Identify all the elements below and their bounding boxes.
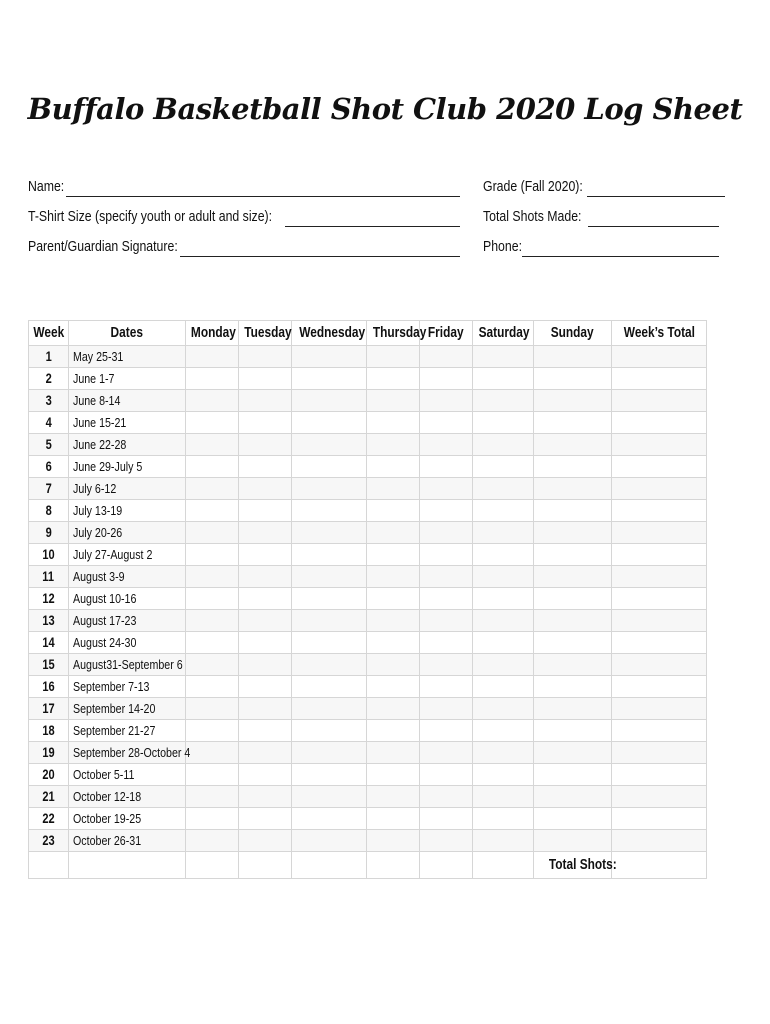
shot-entry-cell[interactable] bbox=[186, 566, 239, 588]
shot-entry-cell[interactable] bbox=[534, 434, 612, 456]
week-number: 21 bbox=[29, 786, 69, 808]
shot-entry-cell[interactable] bbox=[292, 390, 367, 412]
blank-cell bbox=[420, 852, 473, 879]
shot-entry-cell[interactable] bbox=[292, 808, 367, 830]
shot-entry-cell[interactable] bbox=[420, 434, 473, 456]
shot-entry-cell[interactable] bbox=[239, 632, 292, 654]
shot-entry-cell[interactable] bbox=[367, 808, 420, 830]
shot-entry-cell[interactable] bbox=[534, 544, 612, 566]
shot-entry-cell[interactable] bbox=[612, 698, 707, 720]
shot-entry-cell[interactable] bbox=[534, 368, 612, 390]
shot-entry-cell[interactable] bbox=[239, 346, 292, 368]
shot-entry-cell[interactable] bbox=[292, 566, 367, 588]
week-number: 6 bbox=[29, 456, 69, 478]
week-number: 8 bbox=[29, 500, 69, 522]
week-dates: October 12-18 bbox=[69, 786, 186, 808]
shot-entry-cell[interactable] bbox=[473, 412, 534, 434]
shot-entry-cell[interactable] bbox=[612, 632, 707, 654]
table-row bbox=[29, 368, 707, 390]
shot-entry-cell[interactable] bbox=[367, 698, 420, 720]
shot-entry-cell[interactable] bbox=[367, 412, 420, 434]
week-number: 22 bbox=[29, 808, 69, 830]
shot-entry-cell[interactable] bbox=[534, 786, 612, 808]
shot-entry-cell[interactable] bbox=[239, 390, 292, 412]
shot-entry-cell[interactable] bbox=[612, 390, 707, 412]
shot-entry-cell[interactable] bbox=[612, 808, 707, 830]
table-row bbox=[29, 654, 707, 676]
shot-entry-cell[interactable] bbox=[186, 742, 239, 764]
shot-entry-cell[interactable] bbox=[420, 610, 473, 632]
shot-entry-cell[interactable] bbox=[420, 412, 473, 434]
shot-entry-cell[interactable] bbox=[420, 390, 473, 412]
table-body bbox=[29, 346, 707, 879]
shot-entry-cell[interactable] bbox=[186, 654, 239, 676]
shot-entry-cell[interactable] bbox=[420, 676, 473, 698]
table-row bbox=[29, 588, 707, 610]
shot-entry-cell[interactable] bbox=[612, 346, 707, 368]
week-dates: August 17-23 bbox=[69, 610, 186, 632]
table-row bbox=[29, 478, 707, 500]
week-dates: July 20-26 bbox=[69, 522, 186, 544]
table-row bbox=[29, 830, 707, 852]
shot-entry-cell[interactable] bbox=[239, 434, 292, 456]
shot-entry-cell[interactable] bbox=[534, 764, 612, 786]
shot-entry-cell[interactable] bbox=[612, 588, 707, 610]
grade-label: Grade (Fall 2020): bbox=[483, 178, 583, 195]
week-dates: October 5-11 bbox=[69, 764, 186, 786]
shot-entry-cell[interactable] bbox=[186, 544, 239, 566]
shot-entry-cell[interactable] bbox=[420, 346, 473, 368]
shot-entry-cell[interactable] bbox=[473, 698, 534, 720]
week-dates: September 14-20 bbox=[69, 698, 186, 720]
week-dates: October 19-25 bbox=[69, 808, 186, 830]
week-number: 18 bbox=[29, 720, 69, 742]
shot-entry-cell[interactable] bbox=[367, 544, 420, 566]
shot-entry-cell[interactable] bbox=[186, 412, 239, 434]
shot-entry-cell[interactable] bbox=[612, 478, 707, 500]
table-row bbox=[29, 566, 707, 588]
shot-entry-cell[interactable] bbox=[367, 566, 420, 588]
shot-entry-cell[interactable] bbox=[612, 720, 707, 742]
shot-entry-cell[interactable] bbox=[239, 544, 292, 566]
shot-entry-cell[interactable] bbox=[367, 522, 420, 544]
shot-entry-cell[interactable] bbox=[367, 456, 420, 478]
shot-entry-cell[interactable] bbox=[292, 434, 367, 456]
shot-entry-cell[interactable] bbox=[239, 808, 292, 830]
week-dates: August 24-30 bbox=[69, 632, 186, 654]
shot-entry-cell[interactable] bbox=[473, 830, 534, 852]
shot-entry-cell[interactable] bbox=[367, 500, 420, 522]
shot-entry-cell[interactable] bbox=[367, 390, 420, 412]
shot-entry-cell[interactable] bbox=[473, 786, 534, 808]
table-row bbox=[29, 676, 707, 698]
week-dates: July 13-19 bbox=[69, 500, 186, 522]
shot-entry-cell[interactable] bbox=[292, 632, 367, 654]
week-dates: August 10-16 bbox=[69, 588, 186, 610]
table-row bbox=[29, 544, 707, 566]
shot-entry-cell[interactable] bbox=[534, 808, 612, 830]
week-number: 11 bbox=[29, 566, 69, 588]
phone-field[interactable] bbox=[522, 256, 719, 257]
shot-entry-cell[interactable] bbox=[292, 676, 367, 698]
shot-entry-cell[interactable] bbox=[239, 830, 292, 852]
shot-entry-cell[interactable] bbox=[473, 654, 534, 676]
shot-entry-cell[interactable] bbox=[534, 610, 612, 632]
shot-entry-cell[interactable] bbox=[292, 720, 367, 742]
shot-entry-cell[interactable] bbox=[420, 764, 473, 786]
shot-entry-cell[interactable] bbox=[612, 456, 707, 478]
shot-entry-cell[interactable] bbox=[612, 544, 707, 566]
shot-entry-cell[interactable] bbox=[239, 786, 292, 808]
shot-entry-cell[interactable] bbox=[612, 566, 707, 588]
week-number: 3 bbox=[29, 390, 69, 412]
week-number: 14 bbox=[29, 632, 69, 654]
shot-entry-cell[interactable] bbox=[186, 764, 239, 786]
week-number: 17 bbox=[29, 698, 69, 720]
shot-entry-cell[interactable] bbox=[534, 522, 612, 544]
shot-entry-cell[interactable] bbox=[367, 368, 420, 390]
shot-entry-cell[interactable] bbox=[292, 654, 367, 676]
week-dates: September 7-13 bbox=[69, 676, 186, 698]
shot-entry-cell[interactable] bbox=[239, 588, 292, 610]
shot-entry-cell[interactable] bbox=[534, 390, 612, 412]
shot-entry-cell[interactable] bbox=[420, 808, 473, 830]
signature-label: Parent/Guardian Signature: bbox=[28, 238, 178, 255]
shot-entry-cell[interactable] bbox=[292, 412, 367, 434]
week-number: 13 bbox=[29, 610, 69, 632]
shot-entry-cell[interactable] bbox=[186, 632, 239, 654]
shot-entry-cell[interactable] bbox=[612, 522, 707, 544]
shot-entry-cell[interactable] bbox=[534, 500, 612, 522]
week-number: 2 bbox=[29, 368, 69, 390]
shot-entry-cell[interactable] bbox=[420, 478, 473, 500]
shot-entry-cell[interactable] bbox=[186, 610, 239, 632]
shot-entry-cell[interactable] bbox=[534, 698, 612, 720]
table-row bbox=[29, 808, 707, 830]
shot-entry-cell[interactable] bbox=[186, 676, 239, 698]
week-number: 9 bbox=[29, 522, 69, 544]
shot-entry-cell[interactable] bbox=[534, 676, 612, 698]
shot-entry-cell[interactable] bbox=[473, 390, 534, 412]
shot-entry-cell[interactable] bbox=[612, 368, 707, 390]
shot-entry-cell[interactable] bbox=[612, 676, 707, 698]
week-dates: September 28-October 4 bbox=[69, 742, 186, 764]
shot-entry-cell[interactable] bbox=[420, 522, 473, 544]
shot-entry-cell[interactable] bbox=[186, 588, 239, 610]
blank-cell bbox=[473, 852, 534, 879]
week-number: 12 bbox=[29, 588, 69, 610]
week-dates: June 15-21 bbox=[69, 412, 186, 434]
phone-label: Phone: bbox=[483, 238, 522, 255]
week-dates: May 25-31 bbox=[69, 346, 186, 368]
table-row bbox=[29, 346, 707, 368]
week-number: 10 bbox=[29, 544, 69, 566]
shot-entry-cell[interactable] bbox=[473, 478, 534, 500]
shot-entry-cell[interactable] bbox=[534, 412, 612, 434]
shot-entry-cell[interactable] bbox=[239, 610, 292, 632]
table-header-row bbox=[29, 321, 707, 346]
shot-entry-cell[interactable] bbox=[420, 654, 473, 676]
shot-entry-cell[interactable] bbox=[612, 434, 707, 456]
shot-entry-cell[interactable] bbox=[534, 654, 612, 676]
blank-cell bbox=[239, 852, 292, 879]
shot-entry-cell[interactable] bbox=[186, 786, 239, 808]
shot-entry-cell[interactable] bbox=[420, 786, 473, 808]
header-cell: Wednesday bbox=[292, 321, 367, 346]
shot-entry-cell[interactable] bbox=[239, 698, 292, 720]
shot-entry-cell[interactable] bbox=[473, 522, 534, 544]
shot-entry-cell[interactable] bbox=[473, 544, 534, 566]
shot-entry-cell[interactable] bbox=[534, 588, 612, 610]
header-cell: Tuesday bbox=[239, 321, 292, 346]
shot-entry-cell[interactable] bbox=[292, 588, 367, 610]
header-cell: Dates bbox=[69, 321, 186, 346]
blank-cell bbox=[367, 852, 420, 879]
shot-entry-cell[interactable] bbox=[186, 720, 239, 742]
shot-entry-cell[interactable] bbox=[239, 742, 292, 764]
shot-entry-cell[interactable] bbox=[534, 720, 612, 742]
shot-entry-cell[interactable] bbox=[239, 720, 292, 742]
week-dates: July 6-12 bbox=[69, 478, 186, 500]
shot-entry-cell[interactable] bbox=[612, 742, 707, 764]
shot-entry-cell[interactable] bbox=[292, 610, 367, 632]
shot-entry-cell[interactable] bbox=[292, 346, 367, 368]
week-number: 1 bbox=[29, 346, 69, 368]
table-row bbox=[29, 390, 707, 412]
header-cell: Week’s Total bbox=[612, 321, 707, 346]
shot-entry-cell[interactable] bbox=[186, 434, 239, 456]
shot-entry-cell[interactable] bbox=[473, 456, 534, 478]
shot-entry-cell[interactable] bbox=[473, 742, 534, 764]
shot-entry-cell[interactable] bbox=[420, 720, 473, 742]
shot-entry-cell[interactable] bbox=[473, 346, 534, 368]
name-field[interactable] bbox=[66, 196, 460, 197]
week-number: 19 bbox=[29, 742, 69, 764]
shot-entry-cell[interactable] bbox=[367, 610, 420, 632]
shot-entry-cell[interactable] bbox=[367, 434, 420, 456]
shot-entry-cell[interactable] bbox=[473, 720, 534, 742]
shot-entry-cell[interactable] bbox=[420, 544, 473, 566]
week-dates: August31-September 6 bbox=[69, 654, 186, 676]
week-number: 7 bbox=[29, 478, 69, 500]
shot-entry-cell[interactable] bbox=[612, 500, 707, 522]
shot-entry-cell[interactable] bbox=[420, 588, 473, 610]
blank-cell bbox=[186, 852, 239, 879]
shot-entry-cell[interactable] bbox=[534, 456, 612, 478]
shot-entry-cell[interactable] bbox=[239, 368, 292, 390]
table-row bbox=[29, 698, 707, 720]
shot-entry-cell[interactable] bbox=[367, 742, 420, 764]
shot-entry-cell[interactable] bbox=[186, 522, 239, 544]
shot-entry-cell[interactable] bbox=[186, 368, 239, 390]
shot-entry-cell[interactable] bbox=[292, 764, 367, 786]
header-cell: Thursday bbox=[367, 321, 420, 346]
shot-entry-cell[interactable] bbox=[420, 566, 473, 588]
shot-entry-cell[interactable] bbox=[239, 456, 292, 478]
shot-entry-cell[interactable] bbox=[534, 742, 612, 764]
shot-entry-cell[interactable] bbox=[534, 830, 612, 852]
table-row bbox=[29, 632, 707, 654]
shot-entry-cell[interactable] bbox=[186, 698, 239, 720]
total-shots-label: Total Shots Made: bbox=[483, 208, 582, 225]
shot-entry-cell[interactable] bbox=[292, 478, 367, 500]
tshirt-label: T-Shirt Size (specify youth or adult and size): bbox=[28, 208, 273, 225]
shot-entry-cell[interactable] bbox=[292, 522, 367, 544]
total-shots-label-cell: Total Shots: bbox=[534, 852, 612, 879]
table-row bbox=[29, 412, 707, 434]
tshirt-field[interactable] bbox=[285, 226, 460, 227]
shot-entry-cell[interactable] bbox=[367, 764, 420, 786]
shot-entry-cell[interactable] bbox=[239, 764, 292, 786]
shot-entry-cell[interactable] bbox=[186, 500, 239, 522]
shot-entry-cell[interactable] bbox=[612, 610, 707, 632]
shot-entry-cell[interactable] bbox=[239, 478, 292, 500]
week-number: 20 bbox=[29, 764, 69, 786]
shot-entry-cell[interactable] bbox=[367, 632, 420, 654]
shot-entry-cell[interactable] bbox=[473, 764, 534, 786]
shot-entry-cell[interactable] bbox=[612, 654, 707, 676]
shot-entry-cell[interactable] bbox=[367, 654, 420, 676]
week-dates: September 21-27 bbox=[69, 720, 186, 742]
shot-entry-cell[interactable] bbox=[186, 478, 239, 500]
shot-entry-cell[interactable] bbox=[534, 632, 612, 654]
shot-entry-cell[interactable] bbox=[239, 566, 292, 588]
week-number: 5 bbox=[29, 434, 69, 456]
week-number: 16 bbox=[29, 676, 69, 698]
week-dates: October 26-31 bbox=[69, 830, 186, 852]
header-cell: Friday bbox=[420, 321, 473, 346]
shot-entry-cell[interactable] bbox=[420, 632, 473, 654]
table-row bbox=[29, 610, 707, 632]
shot-entry-cell[interactable] bbox=[473, 566, 534, 588]
shot-entry-cell[interactable] bbox=[612, 764, 707, 786]
shot-entry-cell[interactable] bbox=[612, 830, 707, 852]
shot-entry-cell[interactable] bbox=[473, 676, 534, 698]
header-cell: Week bbox=[29, 321, 69, 346]
shot-entry-cell[interactable] bbox=[367, 786, 420, 808]
shot-entry-cell[interactable] bbox=[239, 654, 292, 676]
shot-entry-cell[interactable] bbox=[534, 346, 612, 368]
shot-entry-cell[interactable] bbox=[420, 742, 473, 764]
shot-entry-cell[interactable] bbox=[367, 588, 420, 610]
blank-cell bbox=[29, 852, 69, 879]
shot-entry-cell[interactable] bbox=[292, 368, 367, 390]
name-label: Name: bbox=[28, 178, 65, 195]
shot-entry-cell[interactable] bbox=[420, 500, 473, 522]
table-row bbox=[29, 742, 707, 764]
shot-entry-cell[interactable] bbox=[420, 368, 473, 390]
shot-entry-cell[interactable] bbox=[367, 676, 420, 698]
table-row bbox=[29, 522, 707, 544]
table-row bbox=[29, 786, 707, 808]
blank-cell bbox=[292, 852, 367, 879]
shot-entry-cell[interactable] bbox=[239, 676, 292, 698]
page-title: Buffalo Basketball Shot Club 2020 Log Sheet bbox=[27, 92, 743, 126]
shot-entry-cell[interactable] bbox=[420, 698, 473, 720]
shot-entry-cell[interactable] bbox=[292, 456, 367, 478]
shot-log-table bbox=[28, 320, 707, 879]
shot-entry-cell[interactable] bbox=[367, 830, 420, 852]
header-cell: Saturday bbox=[473, 321, 534, 346]
shot-entry-cell[interactable] bbox=[367, 478, 420, 500]
week-dates: June 22-28 bbox=[69, 434, 186, 456]
shot-entry-cell[interactable] bbox=[186, 390, 239, 412]
blank-cell bbox=[69, 852, 186, 879]
shot-entry-cell[interactable] bbox=[186, 830, 239, 852]
shot-entry-cell[interactable] bbox=[473, 610, 534, 632]
week-dates: June 29-July 5 bbox=[69, 456, 186, 478]
shot-entry-cell[interactable] bbox=[420, 456, 473, 478]
shot-entry-cell[interactable] bbox=[292, 742, 367, 764]
shot-entry-cell[interactable] bbox=[186, 346, 239, 368]
shot-entry-cell[interactable] bbox=[367, 720, 420, 742]
header-cell: Sunday bbox=[534, 321, 612, 346]
shot-entry-cell[interactable] bbox=[292, 698, 367, 720]
total-shots-field[interactable] bbox=[588, 226, 719, 227]
shot-entry-cell[interactable] bbox=[420, 830, 473, 852]
signature-field[interactable] bbox=[180, 256, 460, 257]
week-dates: July 27-August 2 bbox=[69, 544, 186, 566]
shot-entry-cell[interactable] bbox=[473, 434, 534, 456]
shot-entry-cell[interactable] bbox=[292, 830, 367, 852]
week-dates: June 1-7 bbox=[69, 368, 186, 390]
shot-entry-cell[interactable] bbox=[473, 500, 534, 522]
table-row bbox=[29, 434, 707, 456]
week-dates: June 8-14 bbox=[69, 390, 186, 412]
grade-field[interactable] bbox=[587, 196, 725, 197]
shot-entry-cell[interactable] bbox=[186, 456, 239, 478]
shot-entry-cell[interactable] bbox=[186, 808, 239, 830]
shot-entry-cell[interactable] bbox=[473, 588, 534, 610]
shot-entry-cell[interactable] bbox=[473, 632, 534, 654]
shot-entry-cell[interactable] bbox=[534, 566, 612, 588]
header-cell: Monday bbox=[186, 321, 239, 346]
shot-entry-cell[interactable] bbox=[473, 808, 534, 830]
shot-entry-cell[interactable] bbox=[473, 368, 534, 390]
shot-entry-cell[interactable] bbox=[292, 500, 367, 522]
table-row bbox=[29, 456, 707, 478]
shot-entry-cell[interactable] bbox=[239, 412, 292, 434]
total-shots-cell[interactable] bbox=[612, 852, 707, 879]
shot-entry-cell[interactable] bbox=[612, 412, 707, 434]
shot-entry-cell[interactable] bbox=[292, 544, 367, 566]
week-number: 4 bbox=[29, 412, 69, 434]
table-row bbox=[29, 720, 707, 742]
week-dates: August 3-9 bbox=[69, 566, 186, 588]
shot-entry-cell[interactable] bbox=[367, 346, 420, 368]
table-row bbox=[29, 500, 707, 522]
shot-entry-cell[interactable] bbox=[534, 478, 612, 500]
total-row bbox=[29, 852, 707, 879]
week-number: 15 bbox=[29, 654, 69, 676]
week-number: 23 bbox=[29, 830, 69, 852]
shot-entry-cell[interactable] bbox=[292, 786, 367, 808]
shot-entry-cell[interactable] bbox=[612, 786, 707, 808]
shot-entry-cell[interactable] bbox=[239, 522, 292, 544]
shot-entry-cell[interactable] bbox=[239, 500, 292, 522]
table-row bbox=[29, 764, 707, 786]
